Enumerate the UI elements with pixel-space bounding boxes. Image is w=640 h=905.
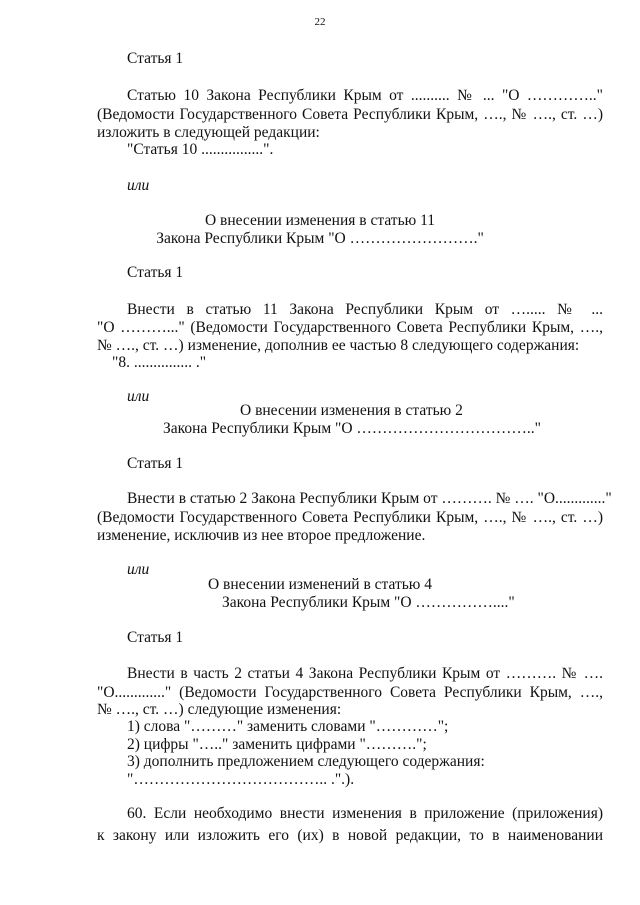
paragraph-line: Внести в часть 2 статьи 4 Закона Республики Крым от ………. № …. <box>127 665 603 682</box>
law-title: Закона Республики Крым "О ……………………." <box>156 230 484 247</box>
law-title: О внесении изменения в статью 11 <box>204 212 436 229</box>
law-title: Закона Республики Крым "О …………………………….." <box>163 420 541 437</box>
paragraph-line: Внести в статью 2 Закона Республики Крым от ………. № …. "О............." <box>127 490 612 507</box>
paragraph-line: "8. ............... ." <box>112 354 207 371</box>
law-title: О внесении изменения в статью 2 <box>240 402 463 419</box>
or-separator: или <box>127 561 150 578</box>
article-heading: Статья 1 <box>127 50 184 67</box>
paragraph-line: № …., ст. …) следующие изменения: <box>97 701 342 718</box>
or-separator: или <box>127 388 150 405</box>
paragraph-line: 60. Если необходимо внести изменения в приложение (приложения) <box>127 805 603 822</box>
paragraph-line: "О............." (Ведомости Государственного Совета Республики Крым, …., <box>97 684 603 701</box>
paragraph-line: изменение, исключив из нее второе предложение. <box>97 527 426 544</box>
law-title: Закона Республики Крым "О ……………...." <box>222 594 515 611</box>
paragraph-line: № …., ст. …) изменение, дополнив ее частью 8 следующего содержания: <box>97 337 580 354</box>
paragraph-line: (Ведомости Государственного Совета Республики Крым, …., № …., ст. …) <box>97 106 603 123</box>
law-title: О внесении изменений в статью 4 <box>207 576 433 593</box>
paragraph-line: к закону или изложить его (их) в новой редакции, то в наименовании <box>97 827 603 844</box>
or-separator: или <box>127 177 150 194</box>
article-heading: Статья 1 <box>127 455 184 472</box>
paragraph-line: "О ………..." (Ведомости Государственного Совета Республики Крым, …., <box>97 319 603 336</box>
paragraph-line: Внести в статью 11 Закона Республики Крым от …..... № ... <box>127 301 603 318</box>
list-item: 2) цифры "….." заменить цифрами "………."; <box>127 736 427 753</box>
article-heading: Статья 1 <box>127 629 184 646</box>
paragraph-line: "Статья 10 ................". <box>127 141 274 158</box>
paragraph-line: (Ведомости Государственного Совета Республики Крым, …., № …., ст. …) <box>97 509 603 526</box>
list-item: 3) дополнить предложением следующего содержания: <box>127 753 485 770</box>
list-item: "……………………………….. .".). <box>127 771 355 788</box>
article-heading: Статья 1 <box>127 264 184 281</box>
paragraph-line: Статью 10 Закона Республики Крым от .......... № ... "О ………….." <box>127 87 603 104</box>
paragraph-line: изложить в следующей редакции: <box>97 124 320 141</box>
page-number: 22 <box>314 16 326 28</box>
list-item: 1) слова "………" заменить словами "…………"; <box>127 718 449 735</box>
